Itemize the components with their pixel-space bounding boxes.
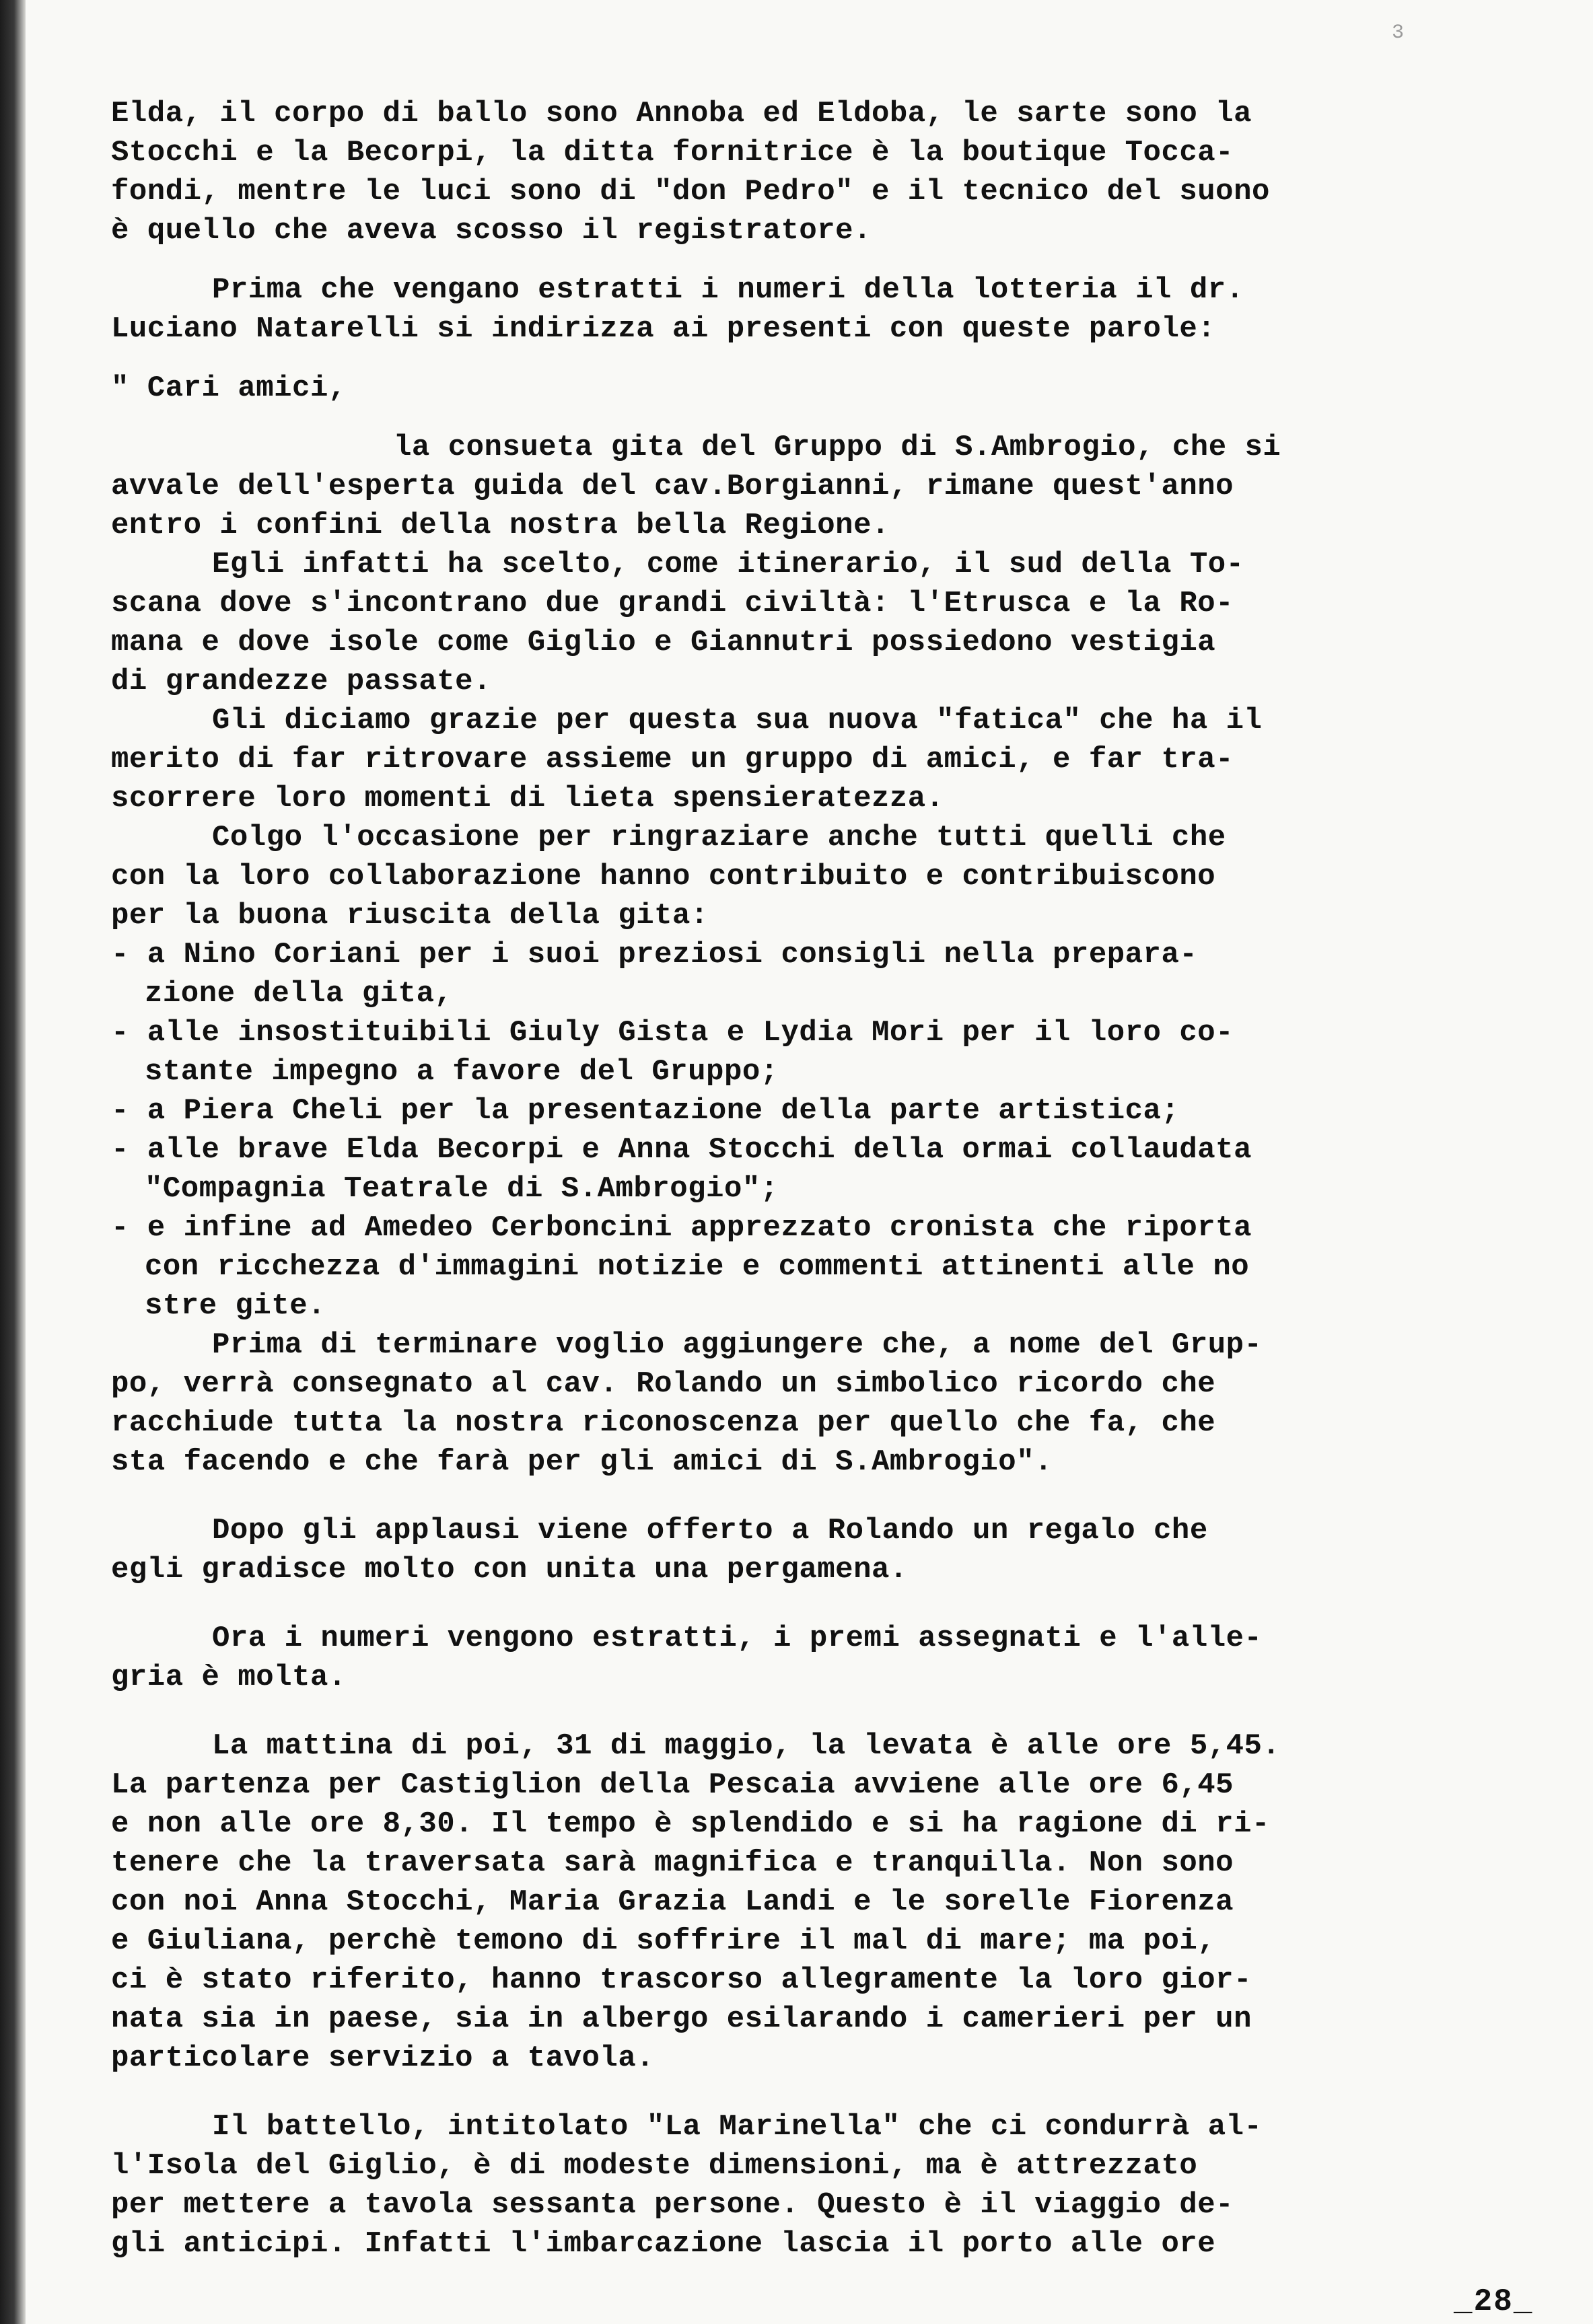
list-item-continuation: zione della gita,: [145, 977, 453, 1011]
text-line: con noi Anna Stocchi, Maria Grazia Landi e le sorelle Fiorenza: [111, 1885, 1234, 1919]
text-line: di grandezze passate.: [111, 665, 491, 698]
list-item-continuation: stante impegno a favore del Gruppo;: [145, 1055, 779, 1089]
text-line: è quello che aveva scosso il registratore.: [111, 214, 872, 248]
paragraph-9: [111, 1619, 1464, 1697]
text-line: po, verrà consegnato al cav. Rolando un simbolico ricordo che: [111, 1367, 1216, 1401]
thanks-list: [111, 935, 1464, 1326]
text-line: nata sia in paese, sia in albergo esilarando i camerieri per un: [111, 2002, 1252, 2036]
text-line: egli gradisce molto con unita una pergamena.: [111, 1553, 908, 1587]
page-number: _28_: [1454, 2284, 1534, 2319]
text-line: gli anticipi. Infatti l'imbarcazione lascia il porto alle ore: [111, 2227, 1216, 2261]
text-line: particolare servizio a tavola.: [111, 2041, 655, 2075]
text-line: merito di far ritrovare assieme un gruppo di amici, e far tra-: [111, 743, 1234, 776]
paragraph-6: [111, 818, 1464, 935]
list-item-continuation: stre gite.: [145, 1289, 326, 1323]
page-binding-edge: [0, 0, 26, 2324]
text-line: scana dove s'incontrano due grandi civiltà: l'Etrusca e la Ro-: [111, 587, 1234, 620]
paragraph-1: [111, 94, 1464, 250]
text-line: La partenza per Castiglion della Pescaia avviene alle ore 6,45: [111, 1768, 1234, 1802]
text-line: l'Isola del Giglio, è di modeste dimensioni, ma è attrezzato: [111, 2149, 1198, 2183]
text-line: Egli infatti ha scelto, come itinerario, il sud della To-: [212, 548, 1244, 581]
text-line: " Cari amici,: [111, 371, 347, 405]
list-item: - alle brave Elda Becorpi e Anna Stocchi della ormai collaudata: [111, 1133, 1252, 1167]
text-line: Ora i numeri vengono estratti, i premi assegnati e l'alle-: [212, 1622, 1263, 1655]
list-item: - alle insostituibili Giuly Gista e Lydia Mori per il loro co-: [111, 1016, 1234, 1050]
text-line: Luciano Natarelli si indirizza ai presenti con queste parole:: [111, 312, 1216, 346]
text-line: racchiude tutta la nostra riconoscenza per quello che fa, che: [111, 1406, 1216, 1440]
paragraph-11: [111, 2107, 1464, 2263]
list-item: - e infine ad Amedeo Cerboncini apprezzato cronista che riporta: [111, 1211, 1252, 1245]
paragraph-8: [111, 1511, 1464, 1589]
paragraph-2: [111, 270, 1464, 349]
text-line: Dopo gli applausi viene offerto a Rolando un regalo che: [212, 1514, 1208, 1548]
text-line: fondi, mentre le luci sono di "don Pedro" e il tecnico del suono: [111, 175, 1270, 209]
list-item: - a Piera Cheli per la presentazione della parte artistica;: [111, 1094, 1180, 1128]
text-line: ci è stato riferito, hanno trascorso allegramente la loro gior-: [111, 1963, 1252, 1997]
text-line: entro i confini della nostra bella Regione.: [111, 509, 890, 542]
list-item-continuation: con ricchezza d'immagini notizie e commenti attinenti alle no: [145, 1250, 1250, 1284]
text-line: Gli diciamo grazie per questa sua nuova "fatica" che ha il: [212, 704, 1263, 737]
text-line: e non alle ore 8,30. Il tempo è splendido e si ha ragione di ri-: [111, 1807, 1270, 1841]
text-line: per mettere a tavola sessanta persone. Questo è il viaggio de-: [111, 2188, 1234, 2222]
text-line: Prima che vengano estratti i numeri della lotteria il dr.: [212, 273, 1244, 307]
list-item: - a Nino Coriani per i suoi preziosi consigli nella prepara-: [111, 938, 1198, 972]
text-line: scorrere loro momenti di lieta spensieratezza.: [111, 782, 944, 815]
text-line: per la buona riuscita della gita:: [111, 899, 709, 933]
text-line: e Giuliana, perchè temono di soffrire il mal di mare; ma poi,: [111, 1924, 1216, 1958]
text-line: La mattina di poi, 31 di maggio, la levata è alle ore 5,45.: [212, 1729, 1281, 1763]
text-line: Stocchi e la Becorpi, la ditta fornitrice è la boutique Tocca-: [111, 136, 1234, 170]
text-line: la consueta gita del Gruppo di S.Ambrogio, che si: [394, 431, 1281, 464]
text-line: con la loro collaborazione hanno contribuito e contribuiscono: [111, 860, 1216, 894]
text-line: sta facendo e che farà per gli amici di S.Ambrogio".: [111, 1445, 1053, 1479]
paragraph-5: [111, 701, 1464, 818]
text-line: Prima di terminare voglio aggiungere che, a nome del Grup-: [212, 1328, 1263, 1362]
body-text: [111, 94, 1464, 2263]
text-line: tenere che la traversata sarà magnifica e tranquilla. Non sono: [111, 1846, 1234, 1880]
text-line: Elda, il corpo di ballo sono Annoba ed Eldoba, le sarte sono la: [111, 97, 1252, 131]
text-line: mana e dove isole come Giglio e Giannutri possiedono vestigia: [111, 626, 1216, 659]
salutation: [111, 369, 1464, 408]
text-line: Colgo l'occasione per ringraziare anche tutti quelli che: [212, 821, 1226, 855]
paragraph-7: [111, 1326, 1464, 1482]
text-line: Il battello, intitolato "La Marinella" che ci condurrà al-: [212, 2110, 1263, 2144]
paragraph-10: [111, 1727, 1464, 2078]
list-item-continuation: "Compagnia Teatrale di S.Ambrogio";: [145, 1172, 779, 1206]
corner-mark: 3: [1392, 22, 1405, 44]
text-line: avvale dell'esperta guida del cav.Borgianni, rimane quest'anno: [111, 470, 1234, 503]
paragraph-3: [111, 428, 1464, 545]
paragraph-4: [111, 545, 1464, 701]
text-line: gria è molta.: [111, 1661, 347, 1694]
